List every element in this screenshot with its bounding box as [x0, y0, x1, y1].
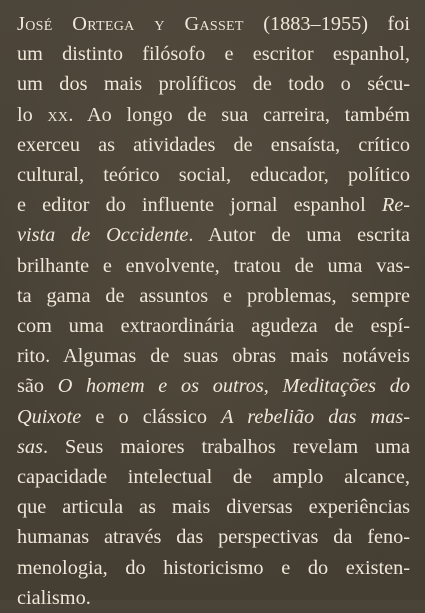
bio-line — [17, 553, 410, 583]
text-run: humanas através das perspectivas da feno- — [17, 526, 410, 549]
small-caps-text: José Ortega y Gasset — [17, 13, 244, 35]
bio-line — [17, 432, 410, 462]
italic-title: sas — [17, 435, 43, 458]
bio-line — [17, 39, 410, 69]
bio-line — [17, 462, 410, 492]
bio-line — [17, 341, 410, 371]
text-run: capacidade intelectual de amplo alcance, — [17, 466, 410, 489]
bio-line — [17, 251, 410, 281]
text-run: e editor do influente jornal espanhol — [17, 194, 382, 217]
bio-line — [17, 371, 410, 401]
bio-line — [17, 492, 410, 522]
italic-title: vista de Occidente — [17, 224, 189, 247]
bio-line — [17, 160, 410, 190]
text-run: e o clássico — [81, 405, 222, 428]
text-run: um distinto filósofo e escritor espanhol, — [17, 43, 410, 66]
text-run: rito. Algumas de suas obras mais notáveis — [17, 345, 410, 368]
text-run: cultural, teórico social, educador, político — [17, 164, 410, 187]
text-run: são — [17, 375, 58, 398]
text-run: . Seus maiores trabalhos revelam uma — [42, 435, 410, 458]
text-run: . Autor de uma escrita — [188, 224, 411, 247]
text-run: com uma extraordinária agudeza de espí- — [17, 315, 410, 338]
text-run: ta gama de assuntos e problemas, sempre — [17, 284, 410, 307]
text-run: . Ao longo de sua carreira, também — [68, 103, 410, 126]
italic-title: A rebelião das mas- — [221, 405, 410, 428]
text-run: um dos mais prolíficos de todo o sécu- — [17, 73, 410, 96]
bio-line — [17, 9, 410, 39]
bio-line — [17, 583, 410, 613]
text-run: cialismo. — [17, 586, 91, 609]
text-run: menologia, do historicismo e do existen- — [17, 556, 410, 579]
text-run: brilhante e envolvente, tratou de uma vas- — [17, 254, 410, 277]
italic-title: Meditações do — [282, 375, 410, 398]
bio-line — [17, 220, 410, 250]
text-run: que articula as mais diversas experiências — [17, 496, 410, 519]
text-run: (1883–1955) foi — [243, 13, 411, 35]
bio-line — [17, 130, 410, 160]
italic-title: O homem e os outros — [57, 375, 264, 398]
italic-title: Re- — [381, 194, 410, 217]
italic-title: Quixote — [17, 405, 82, 428]
bio-line — [17, 402, 410, 432]
author-biography — [17, 9, 410, 613]
text-run: lo — [17, 103, 48, 126]
bio-line — [17, 281, 410, 311]
bio-line — [17, 522, 410, 552]
text-run: exerceu as atividades de ensaísta, crítico — [17, 133, 410, 156]
bio-line — [17, 100, 410, 130]
bio-line — [17, 311, 410, 341]
text-run: , — [263, 375, 283, 398]
bio-line — [17, 190, 410, 220]
bio-line — [17, 69, 410, 99]
small-caps-text: xx — [47, 103, 69, 126]
